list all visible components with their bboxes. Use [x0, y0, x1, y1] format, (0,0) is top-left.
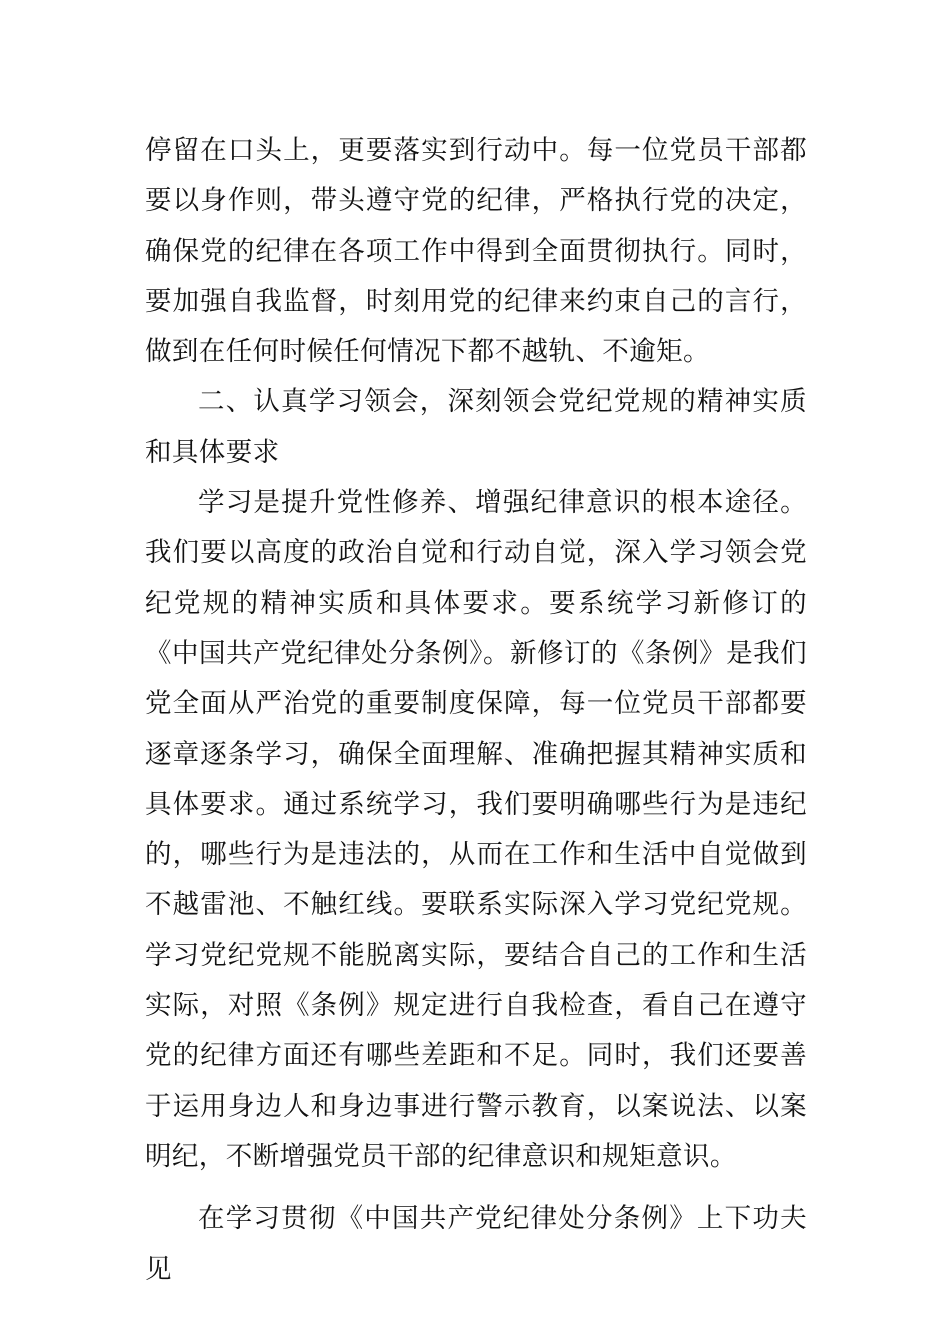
section-heading: 二、认真学习领会，深刻领会党纪党规的精神实质和具体要求 [145, 386, 807, 468]
body-paragraph: 在学习贯彻《中国共产党纪律处分条例》上下功夫见 [145, 1203, 807, 1285]
document-page [145, 126, 807, 1295]
body-paragraph: 学习是提升党性修养、增强纪律意识的根本途径。我们要以高度的政治自觉和行动自觉，深入学习领会党纪党规的精神实质和具体要求。要系统学习新修订的《中国共产党纪律处分条例》。新修订的《条例》是我们党全面从严治党的重要制度保障，每一位党员干部都要逐章逐条学习，确保全面理解、准确把握其精神实质和具体要求。通过系统学习，我们要明确哪些行为是违纪的，哪些行为是违法的，从而在工作和生活中自觉做到不越雷池、不触红线。要联系实际深入学习党纪党规。学习党纪党规不能脱离实际，要结合自己的工作和生活实际，对照《条例》规定进行自我检查，看自己在遵守党的纪律方面还有哪些差距和不足。同时，我们还要善于运用身边人和身边事进行警示教育，以案说法、以案明纪，不断增强党员干部的纪律意识和规矩意识。 [145, 487, 807, 1172]
paragraph-continuation: 停留在口头上，更要落实到行动中。每一位党员干部都要以身作则，带头遵守党的纪律，严格执行党的决定，确保党的纪律在各项工作中得到全面贯彻执行。同时，要加强自我监督，时刻用党的纪律来约束自己的言行，做到在任何时候任何情况下都不越轨、不逾矩。 [145, 135, 807, 368]
